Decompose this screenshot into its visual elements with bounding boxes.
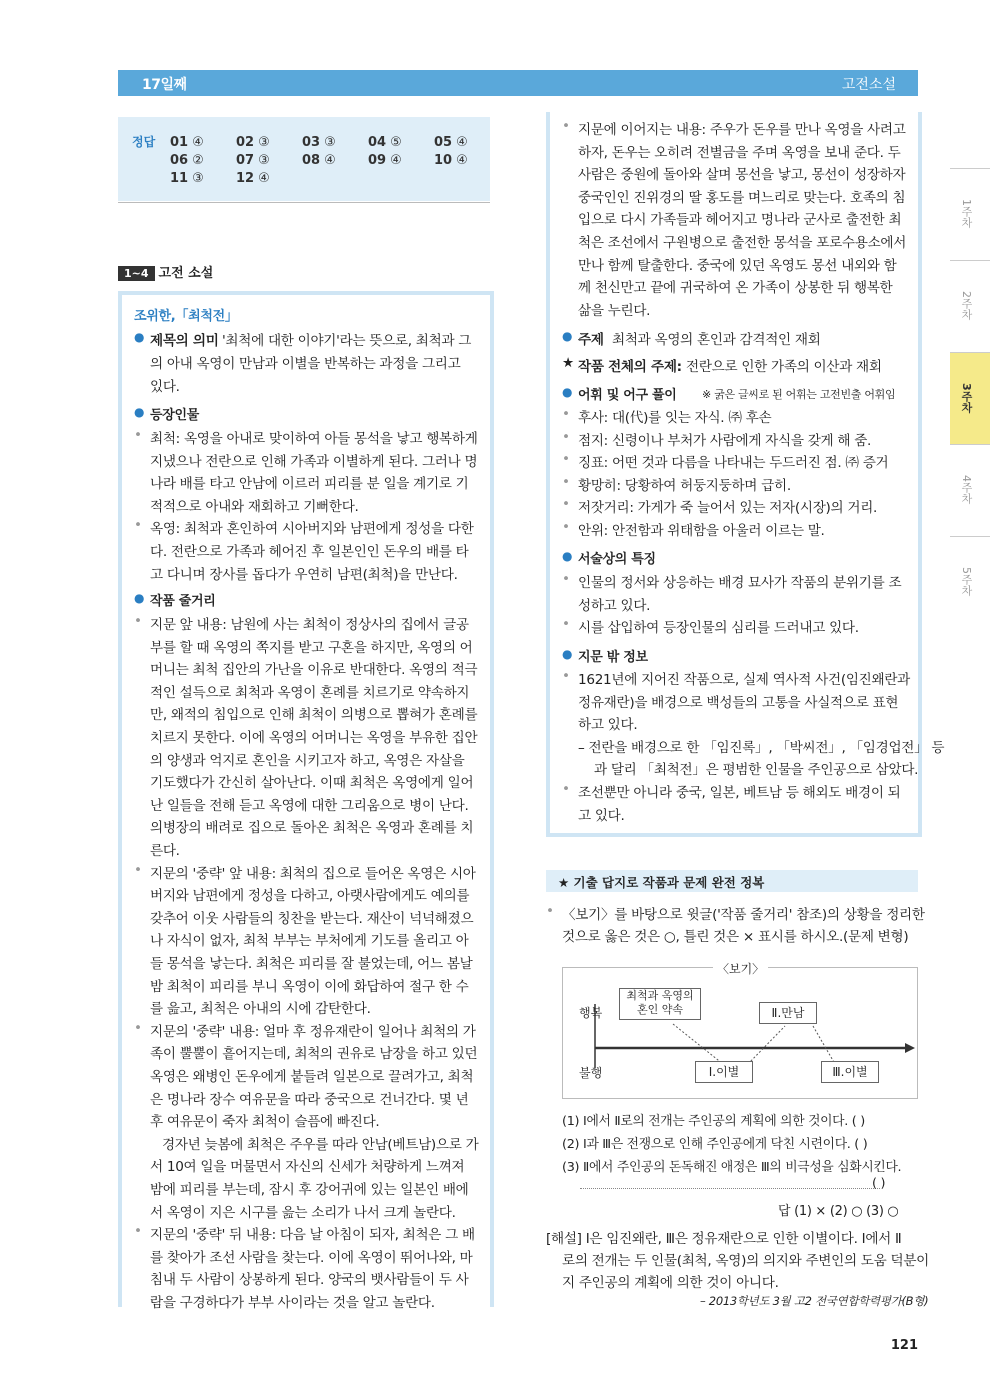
chars-line: 고 다니며 장사를 돕다가 우연히 남편(최척)을 만난다. [150,566,458,583]
week-tab-5[interactable] [950,536,990,629]
plot-line: 침내 두 사람이 상봉하게 된다. 양국의 뱃사람들이 두 사 [150,1272,469,1289]
plot-line: 적인 설득으로 최척과 옥영이 혼례를 치르기로 약속하지 [150,684,470,701]
vocab-line: 후사: 대(代)를 잇는 자식. ㈜ 후손 [578,410,772,426]
answer-number: 03 [302,135,321,150]
answer-number: 02 [236,135,255,150]
dot: • [562,428,570,445]
box-parting-1: Ⅰ.이별 [695,1061,753,1083]
bogi-title: 〈보기〉 [713,960,768,977]
quiz-item: (3) Ⅱ에서 주인공의 돈독해진 애정은 Ⅲ의 비극성을 심화시킨다. [562,1160,902,1175]
plot-line: 밤 최척이 피리를 부니 옥영이 이에 화답하여 절구 한 수 [150,978,469,995]
dot: • [134,1223,142,1240]
plot-line: 지문 앞 내용: 남원에 사는 최척이 정상사의 집에서 글공 [150,617,469,633]
week-tab-2[interactable] [950,260,990,353]
answer-choice: ③ [192,171,204,186]
out-line: 고 있다. [578,807,625,824]
source: – 2013학년도 3월 고2 전국연합학력평가(B형) [700,1294,929,1308]
answer-item [302,135,336,150]
week-tab-1[interactable] [950,168,990,261]
plot-line: 지문의 '중략' 앞 내용: 최척의 집으로 들어온 옥영은 시아 [150,865,476,882]
plot-line: 기도했다가 간신히 살아난다. 이때 최척은 옥영에게 일어 [150,775,474,792]
answer-choice: ④ [456,135,468,150]
whole-theme-text: 전란으로 인한 가족의 이산과 재회 [686,359,882,375]
plot-line: 른다. [150,843,180,859]
answer-item [434,153,468,168]
answer-item [170,171,204,186]
dotted-line [580,1178,880,1189]
dot: • [562,451,570,468]
style-line: 성하고 있다. [578,597,651,614]
theme-text: 최척과 옥영의 혼인과 감격적인 재회 [612,332,821,348]
bullet: ● [562,329,573,343]
chars-line: 적적으로 아내와 재회하고 기뻐한다. [150,498,359,515]
after-line: 입으로 다시 가족들과 헤어지고 명나라 군사로 출전한 최 [578,212,902,229]
plot-line: 지문의 '중략' 내용: 얼마 후 정유재란이 일어나 최척의 가 [150,1023,476,1040]
answer-choice: ④ [192,135,204,150]
section-title: 고전 소설 [158,266,214,281]
after-line: 사람은 중원에 돌아와 살며 몽선을 낳고, 몽선이 성장하자 [578,167,906,184]
star: ★ [562,355,574,371]
page-header [118,70,918,96]
answer-choice: ③ [258,153,270,168]
work-title: 조위한,「최척전」 [134,309,238,324]
answer-item [236,153,270,168]
vocab-line: 황망히: 당황하여 허둥지둥하며 급히. [578,477,791,494]
answer-number: 06 [170,153,189,168]
subject-label: 고전소설 [841,77,896,93]
quiz-title: ★ 기출 답지로 작품과 문제 완전 정복 [558,875,765,890]
answer-number: 09 [368,153,387,168]
plot-line: 지문의 '중략' 뒤 내용: 다음 날 아침이 되자, 최척은 그 배 [150,1227,475,1244]
plot-line: 들 몽석을 낳는다. 최척은 피리를 잘 불었는데, 어느 봄날 [150,956,473,972]
answer-number: 04 [368,135,387,150]
dot: • [546,903,554,919]
after-line: 지문에 이어지는 내용: 주우가 돈우를 만나 옥영을 사려고 [578,122,906,138]
answer-choice: ⑤ [390,135,402,150]
out-head: 지문 밖 정보 [578,650,648,665]
vocab-line: 저잣거리: 가게가 죽 늘어서 있는 저자(시장)의 거리. [578,500,878,517]
answer-choice: ④ [324,153,336,168]
answer-number: 11 [170,171,189,186]
dot: • [134,861,142,878]
style-line: 인물의 정서와 상응하는 배경 묘사가 작품의 분위기를 조 [578,575,902,591]
day-label: 17일째 [142,77,187,93]
answer-choice: ③ [258,135,270,150]
dot: • [562,406,570,422]
week-tab-4[interactable] [950,444,990,537]
vocab-line: 점지: 신령이나 부처가 사람에게 자식을 갖게 해 줌. [578,432,872,449]
explain-line: [해설] Ⅰ은 임진왜란, Ⅲ은 정유재란으로 인한 이별이다. Ⅰ에서 Ⅱ [546,1231,902,1247]
out-line: – 전란을 배경으로 한 「임진록」, 「박씨전」, 「임경업전」 등 [578,739,945,756]
plot-line: 서 옥영이 지은 시구를 읊는 소리가 나서 크게 놀란다. [150,1204,456,1221]
answer-item [236,171,270,186]
meaning-text: 의 아내 옥영이 만남과 이별을 반복하는 과정을 그리고 [150,356,461,372]
answer-number: 07 [236,153,255,168]
vocab-line: 징표: 어떤 것과 다름을 나타내는 두드러진 점. ㈜ 증거 [578,455,889,472]
box-promise: 최척과 옥영의 혼인 약속 [619,988,701,1020]
plot-line: 밤에 피리를 부는데, 잠시 후 강어귀에 있는 일본인 배에 [150,1182,469,1198]
dot: • [562,668,570,684]
after-line: 하자, 돈우는 오히려 전별금을 주며 옥영을 보내 준다. 두 [578,144,901,161]
after-line: 께 천신만고 끝에 귀국하여 온 가족이 상봉한 뒤 행복한 [578,280,893,297]
after-line: 중국인인 진위경의 딸 홍도를 며느리로 맞는다. 호족의 침 [578,189,906,206]
answer-item [368,135,402,150]
dot: • [562,571,570,587]
explain-line: 로의 전개는 두 인물(최척, 옥영)의 의지와 주변인의 도움 덕분이 [562,1253,929,1269]
answer-item [170,153,204,168]
answer-choice: ④ [456,153,468,168]
plot-line: 머니는 최척 집안의 가난을 이유로 반대한다. 옥영의 적극 [150,662,478,679]
answer-number: 08 [302,153,321,168]
page-number: 121 [890,1338,918,1353]
chars-line: 지냈으나 전란으로 인해 가족과 이별하게 된다. 그러나 명 [150,453,478,470]
box-parting-3: Ⅲ.이별 [821,1061,879,1083]
dot: • [562,616,570,633]
week-tab-3[interactable] [950,352,990,445]
theme-head: 주제 [578,332,604,348]
plot-line: 경자년 늦봄에 최척은 주우를 따라 안남(베트남)으로 가 [162,1136,479,1153]
chars-line: 나라 배를 타고 안남에 이르러 피리를 분 일을 계기로 기 [150,476,469,493]
quiz-question: 것으로 옳은 것은 ○, 틀린 것은 × 표시를 하시오.(문제 변형) [562,929,909,945]
week-tab-label: 2주차 [960,291,973,320]
plot-line: 난 일들을 전해 듣고 옥영에 대한 그리움으로 병이 난다. [150,797,469,814]
plot-line: 만, 왜적의 침입으로 인해 최척이 의병으로 뽑혀가 혼례를 [150,707,478,724]
bullet-meaning: ● [134,330,145,344]
chars-line: 최척: 옥영을 아내로 맞이하여 아들 몽석을 낳고 행복하게 [150,431,478,447]
plot-line: 를 찾아가 조선 사람을 찾는다. 이에 옥영이 뛰어나와, 마 [150,1249,473,1266]
style-head: 서술상의 특징 [578,552,656,567]
bogi-box [562,962,918,1099]
style-line: 시를 삽입하여 등장인물의 심리를 드러내고 있다. [578,620,859,637]
bullet: ● [562,549,573,563]
plot-line: 람을 구경하다가 부부 사이라는 것을 알고 놀란다. [150,1295,435,1311]
vocab-line: 안위: 안전함과 위태함을 아울러 이르는 말. [578,523,825,539]
plot-line: 갖추어 이웃 사람들의 칭찬을 받는다. 재산이 넉넉해졌으 [150,910,474,927]
plot-line: 옥영은 왜병인 돈우에게 붙들려 일본으로 끌려가고, 최척 [150,1069,474,1085]
quiz-item: ( ) [872,1176,886,1191]
week-tab-label: 4주차 [960,475,973,504]
after-line: 만나 함께 탈출한다. 중국에 있던 옥영도 몽선 내외와 함 [578,257,897,274]
meaning-head: 제목의 의미 [150,333,219,349]
plot-line: 서 10여 일을 머물면서 자신의 신세가 처량하게 느껴져 [150,1159,465,1176]
vocab-note: ※ 굵은 글씨로 된 어휘는 고전빈출 어휘임 [702,388,896,401]
answer-number: 01 [170,135,189,150]
quiz-bar [546,870,918,892]
answer-item [236,135,270,150]
answer-item [170,135,204,150]
explain-line: 지 주인공의 계획에 의한 것이 아니다. [562,1275,779,1291]
unhappy-label: 불행 [579,1066,603,1080]
answer-number: 05 [434,135,453,150]
out-line: 정유재란)을 배경으로 백성들의 고통을 사실적으로 표현 [578,694,899,711]
out-line: 조선뿐만 아니라 중국, 일본, 베트남 등 해외도 배경이 되 [578,785,901,801]
dot: • [134,613,142,629]
answer-item [302,153,336,168]
plot-line: 버지와 남편에게 정성을 다하고, 아랫사람에게도 예의를 [150,888,470,905]
answer-choice: ③ [324,135,336,150]
chars-line: 옥영: 최척과 혼인하여 시아버지와 남편에게 정성을 다한 [150,521,474,538]
plot-line: 를 읊고, 최척은 아내의 시에 감탄한다. [150,1001,371,1018]
whole-theme-head: 작품 전체의 주제: [578,359,682,375]
quiz-item: (1) Ⅰ에서 Ⅱ로의 전개는 주인공의 계획에 의한 것이다. ( ) [562,1114,865,1129]
answer-number: 12 [236,171,255,186]
week-tab-label: 1주차 [960,199,973,228]
plot-line: 부를 할 때 옥영의 쪽지를 받고 구혼을 하지만, 옥영의 어 [150,639,473,656]
answer-label: 정답 [132,135,156,149]
happy-label: 행복 [579,1006,603,1020]
section-number: 1~4 [118,266,155,281]
chars-head: 등장인물 [150,408,200,423]
bullet: ● [134,591,145,605]
dot: • [134,427,142,443]
after-line: 척은 조선에서 구원병으로 출전한 몽석을 포로수용소에서 [578,235,907,251]
plot-line: 족이 뿔뿔이 흩어지는데, 최척의 권유로 남장을 하고 있던 [150,1046,478,1063]
plot-line: 의 양생과 억지로 혼인을 시키고자 하고, 옥영은 자살을 [150,752,465,769]
answer-number: 10 [434,153,453,168]
out-line: 1621년에 지어진 작품으로, 실제 역사적 사건(임진왜란과 [578,672,910,688]
answer-item [368,153,402,168]
answer-item [434,135,468,150]
out-line: 하고 있다. [578,717,638,734]
answer-choice: ④ [258,171,270,186]
meaning-text: '최척에 대한 이야기'라는 뜻으로, 최척과 그 [222,333,472,349]
plot-line: 의병장의 배려로 집으로 돌아온 최척은 옥영과 혼례를 치 [150,820,474,837]
dot: • [562,781,570,797]
quiz-question: 〈보기〉를 바탕으로 윗글('작품 줄거리' 참조)의 상황을 정리한 [562,907,925,923]
chars-line: 다. 전란으로 가족과 헤어진 후 일본인인 돈우의 배를 타 [150,544,469,560]
dot: • [134,1019,142,1036]
bullet: ● [562,385,573,399]
plot-line: 은 명나라 장수 여유문을 따라 중국으로 건너간다. 몇 년 [150,1091,469,1108]
bullet: ● [134,405,145,419]
vocab-head: 어휘 및 어구 풀이 [578,388,677,403]
answer-box [118,117,490,201]
dot: • [562,473,570,490]
quiz-answer: 답 (1) × (2) ○ (3) ○ [778,1204,899,1219]
after-line: 삶을 누린다. [578,302,651,319]
section-tag [118,262,213,281]
plot-line: 후 여유문이 죽자 최척이 슬픔에 빠진다. [150,1114,380,1131]
quiz-item: (2) Ⅰ과 Ⅲ은 전쟁으로 인해 주인공에게 닥친 시련이다. ( ) [562,1137,868,1152]
dot: • [562,519,570,535]
bullet: ● [562,647,573,661]
plot-line: 나 자식이 없자, 최척 부부는 부처에게 기도를 올리고 아 [150,933,469,950]
dot: • [562,496,570,513]
week-tab-label: 3주차 [960,383,973,413]
week-tab-label: 5주차 [960,567,973,596]
answer-choice: ② [192,153,204,168]
out-line: 과 달리 「최척전」은 평범한 인물을 주인공으로 삼았다. [594,762,919,779]
answer-choice: ④ [390,153,402,168]
box-meeting: Ⅱ.만남 [759,1002,817,1024]
plot-line: 치르지 못한다. 이에 옥영의 어머니는 옥영을 부유한 집안 [150,730,478,746]
plot-head: 작품 줄거리 [150,594,216,609]
meaning-text: 있다. [150,379,180,395]
dot: • [134,517,142,534]
dot: • [562,118,570,134]
